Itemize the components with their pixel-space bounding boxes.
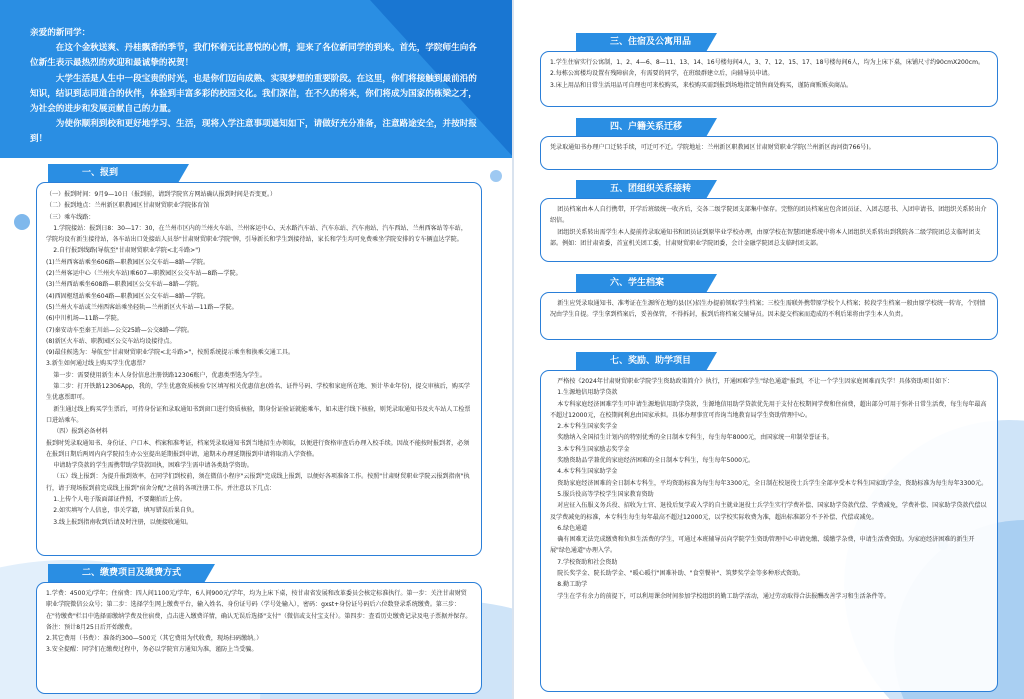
section-5-title: 五、团组织关系接转: [610, 184, 692, 194]
section-5-header: [576, 180, 706, 199]
s5-line: 团员档案由本人自行携带，开学后班级统一收齐后，交各二级学院团支部集中保存。完整的团员档案应包含团员证、入团志愿书、入团申请书、团组织关系转出介绍信。: [550, 206, 987, 225]
s7-line: 1.生源地信用助学贷款: [557, 389, 618, 397]
section-5-box: [540, 198, 998, 262]
section-6-header: [576, 274, 706, 293]
s1-line: （五）线上报到：为提升报到效率，在同学们到校前，须在微信小程序"云报到"完成线上报到，以便好各项准备工作。按照"甘肃财贸职业学院云报到指南"执行，请于现场报到前完成线上报到"宿舍分配"之前的各项注册工作。并注意以下几点：: [46, 473, 470, 492]
section-3-header: [576, 33, 706, 52]
section-1-box: [36, 182, 482, 556]
s3-line: 2.每栋公寓楼均设置有残障宿舍，有需要的同学，在班级群建立后，向辅导员申请。: [550, 70, 774, 78]
s1-line: （四）报到必备材料: [53, 428, 108, 436]
s7-line: 5.服兵役高等学校学生国家教育资助: [557, 490, 654, 498]
s6-line: 新生应凭录取通知书、准考证在生源所在地的县(区)招生办提前领取学生档案；三校生需联外携带原学校个人档案；转段学生档案一般由原学校统一转寄，个别情况由学生自提。学生拿到档案后，妥善保管，不得拆封，报到后将档案交辅导员。因未提交档案而造成的不利后果将由学生本人负责。: [550, 300, 986, 319]
welcome-letter: [30, 26, 480, 148]
s1-line: (6)中川机场—11路—学院。: [46, 315, 123, 323]
s7-line: 4.本专科生国家助学金: [557, 468, 618, 476]
section-6-title: 六、学生档案: [610, 278, 665, 288]
decorative-dot: [14, 214, 30, 230]
s3-line: 3.床上用品和日常生活用品可自理也可来校购买，来校购买需到报到场地指定销售商处购买，谨防商贩贩卖商品。: [550, 81, 853, 89]
section-7-box: [540, 370, 998, 692]
section-4-box: [540, 136, 998, 170]
s1-line: 1.上传个人电子版面部证件照，不要翻拍后上传。: [53, 496, 187, 504]
s7-line: 6.绿色通道: [557, 524, 588, 532]
s7-line: 奖励纳入全国招生计划内的特别优秀的全日制本专科生，每生每年8000元，由国家统一印制荣誉证书。: [557, 434, 833, 442]
s1-line: (2)兰州客运中心（兰州火车站)乘607—职教园区公交车站—8路—学院。: [46, 270, 242, 278]
section-1-title: 一、报到: [82, 168, 119, 178]
s1-line: (3)兰州西站乘坐608路—职教园区公交车站—8路—学院。: [46, 281, 203, 289]
s1-line: 1.学院接站：报到日8：30—17：30，在兰州市区内的兰州火车站、兰州客运中心、天水路汽车站、汽车东站、汽车南站、汽车西站、兰州西客站等车站，学院均设有新生接待站，各车站出口处接站人员举"甘肃财贸职业学院"牌，引导新长和学生到接待站，家长和学生均可免费乘坐学院安排的专车辆直达学院。: [46, 224, 467, 244]
s5-line: 团组织关系转出需学生本人提前持录取通知书和团员证到原毕业学校办理，由原学校在智慧团建系统中将本人团组织关系转出到我院各二级学院团总支临时团支部。例如：团甘肃省委，首宣机关团工委，甘肃财贸职业学院团委，会计金融学院团总支临时团支部。: [550, 228, 981, 247]
section-3-box: [540, 51, 998, 107]
s1-line: 申请助学贷款的学生需携带助学贷款回执，困难学生需申请各类助学资助。: [53, 462, 253, 470]
section-2-header: [48, 564, 204, 583]
section-1-header: [48, 164, 178, 183]
s7-line: 3.本专科生国家励志奖学金: [557, 445, 630, 453]
s1-line: 3.线上报到指南收到后请及时注册，以便接收通知。: [53, 518, 193, 526]
section-3-title: 三、住宿及公寓用品: [610, 37, 692, 47]
s7-line: 2.本专科生国家奖学金: [557, 423, 618, 431]
s7-line: 严格按《2024年甘肃财贸职业学院学生资助政策简介》执行，开通困难学生"绿色通道"报到，不让一个学生因家庭困难而失学！具体资助项目如下：: [557, 378, 954, 385]
s7-line: 7.学校资助和社会资助: [557, 558, 618, 566]
s3-line: 1.学生住宿实行公寓制，1、2、4—6、8—11、13、14、16号楼每间4人，3、7、12、15、17、18号楼每间6人，均为上床下桌，床铺尺寸约90cmX200cm。: [550, 59, 985, 66]
section-2-title: 二、缴费项目及缴费方式: [82, 568, 182, 578]
s1-line: 第二步：打开铁路12306App，我的，学生优惠资质核验专区填写相关优惠信息(姓名、证件号码、学校和家庭所在地、预计毕业年份)，提交审核后，购买学生优惠票即可。: [46, 383, 470, 402]
s7-line: 院长奖学金、院长助学金、"暖心暖行"困难补助、"食堂餐补"、筑梦奖学金等多种形式资助。: [557, 570, 805, 578]
s1-line: （三）乘车线路：: [46, 213, 95, 221]
s1-line: （一）报到时间：9月9—10日（报到前，请到学院官方网站确认报到时间是否变更。）: [46, 191, 277, 198]
section-2-box: [36, 582, 482, 694]
s1-line: (1)兰州西客站乘坐606路—职教园区公交车站—8路—学院。: [46, 258, 210, 266]
s7-line: 8.勤工助学: [557, 581, 588, 589]
s1-line: （二）报到地点：兰州新区职教园区甘肃财贸职业学院体育馆: [46, 202, 210, 210]
s1-line: 报到时凭录取通知书、身份证、户口本、档案和准考证，档案凭录取通知书到当地招生办领取，以便进行资格审查后办理入校手续。因故不能按时报到者，必须在报到日期后两周内向学院招生办公室提出延期报到申请，逾期未办理延期报到申请将取消入学资格。: [46, 439, 470, 458]
s1-line: 第一步：需要使用新生本人身份信息注册铁路12306账户，优惠类型选为学生。: [53, 371, 266, 379]
s1-line: (5)兰州火车站或兰州西客站乘坐轻轨—兰州新区火车站—11路—学院。: [46, 303, 238, 311]
s1-line: (9)最佳候选为：导航至"甘肃财贸职业学院<北斗路>"，按照系统提示乘坐和换乘交通工具。: [46, 349, 294, 357]
section-6-box: [540, 292, 998, 340]
s1-line: 2.如实填写个人信息，事关学籍，填写错误后果自负。: [53, 507, 199, 515]
section-4-header: [576, 118, 706, 137]
s4-line: 凭录取通知书办理户口迁转手续，可迁可不迁。学院地址：兰州新区职教园区甘肃财贸职业学院(兰州新区海河街766号)。: [550, 144, 875, 151]
section-7-title: 七、奖励、助学项目: [610, 356, 692, 366]
welcome-paragraph-1: 在这个金秋送爽、丹桂飘香的季节，我们怀着无比喜悦的心情，迎来了各位新同学的到来。首先，学院师生向各位新生表示最热烈的欢迎和最诚挚的祝贺！: [30, 43, 477, 69]
welcome-paragraph-3: 为使你顺利到校和更好地学习、生活，现将入学注意事项通知如下，请做好充分准备，注意路途安全，并按时报到！: [30, 119, 477, 145]
welcome-banner: [0, 0, 514, 158]
welcome-paragraph-2: 大学生活是人生中一段宝贵的时光，也是你们迈向成熟、实现梦想的重要阶段。在这里，你们将接触到最前沿的知识，结识到志同道合的伙伴，体验到丰富多彩的校园文化。我们深信，在不久的将来，你们将成为国家的栋梁之才，为社会的进步和发展贡献自己的力量。: [30, 73, 477, 115]
section-4-title: 四、户籍关系迁移: [610, 122, 683, 132]
s2-line: 1.学费：4500元/学年；住宿费：四人间1100元/学年，6人间900元/学年，均为上床下桌，按甘肃省发展和改革委员会核定标准执行。第一步：关注甘肃财贸职业学院微信公众号；第二步：选择学生网上缴费平台，输入姓名、身份证号码（学号处输入），密码：gxst+身份证号码后六位数登录系统缴费。第三步：在"待缴费"栏目中选择需缴纳学费及住宿费，点击进入缴费详情，确认无误后选择"支付"（微信或支付宝支付）。第四步：查看历史缴费记录及电子票据并保存。备注：预计8月25日后开始缴费。: [46, 590, 472, 631]
s1-line: 新生通过线上购买学生票后，可持身份证和录取通知书到窗口进行资质核验，期身份证验证就能乘车，如未进行线下核验，则凭录取通知书及火车站人工检票口进站乘车。: [46, 405, 471, 424]
s1-line: 2.自行报到线路(导航至"甘肃财贸职业学院<北斗路>"): [53, 247, 201, 255]
s7-line: 本专科家庭经济困难学生可申请生源地信用助学贷款，生源地信用助学贷款优先用于支付在校期间学费和住宿费，超出部分可用于弥补日常生活费，每生每年最高不超过12000元，在校期间利息由国家承担。具体办理事宜可咨询当地教育局学生资助管理中心。: [550, 400, 987, 419]
s1-line: 3.新生如何通过线上购买学生优惠票？: [46, 360, 149, 368]
section-7-header: [576, 352, 706, 371]
s1-line: (8)新区火车站、职教园区公交车站均设接待点。: [46, 337, 176, 345]
s7-line: 确有困难无法完成缴费和负担生活费的学生，可通过本班辅导员向学院学生资助管理中心申请免缴、缓缴学杂费，申请生活费资助。为家庭经济困难的新生开展"绿色通道"办理入学。: [550, 536, 975, 555]
s1-line: (7)秦安动车至秦王川站—公交25路—公交8路—学院。: [46, 326, 194, 334]
s1-line: (4)西固枢纽站乘坐604路—职教园区公交车站—8路—学院。: [46, 292, 210, 300]
s2-line: 3.安全提醒：同学们在缴费过程中，务必以学院官方通知为准，谨防上当受骗。: [46, 646, 258, 654]
s7-line: 奖励资助品学兼优的家庭经济困难的全日制本专科生，每生每年5000元。: [557, 457, 755, 465]
section-1-content: [46, 189, 472, 528]
s7-line: 学生在学有余力的前提下，可以利用课余时间参加学校组织的勤工助学活动，通过劳动取得合法报酬改善学习和生活条件等。: [557, 592, 890, 600]
welcome-greeting: 亲爱的新同学：: [30, 28, 91, 38]
s7-line: 资助家庭经济困难的全日制本专科生，平均资助标准为每生每年3300元，全日制在校退役士兵学生全部享受本专科生国家助学金，资助标准为每生每年3300元。: [557, 479, 988, 487]
s2-line: 2.其它费用（书费）：准备约300—500元（其它费用为代收费，现场扫码缴纳。）: [46, 635, 263, 643]
decorative-dot: [490, 170, 502, 182]
right-page: [514, 0, 1024, 699]
s7-line: 对应征入伍服义务兵役、招收为士官、退役后复学或入学的自主就业退役士兵学生实行学费补偿、国家助学贷款代偿、学费减免，学费补偿、国家助学贷款代偿以及学费减免的标准，本专科生每生每年最高不超过12000元，以学校实际收费为准，超出标准部分不予补偿、代偿或减免。: [550, 502, 987, 521]
